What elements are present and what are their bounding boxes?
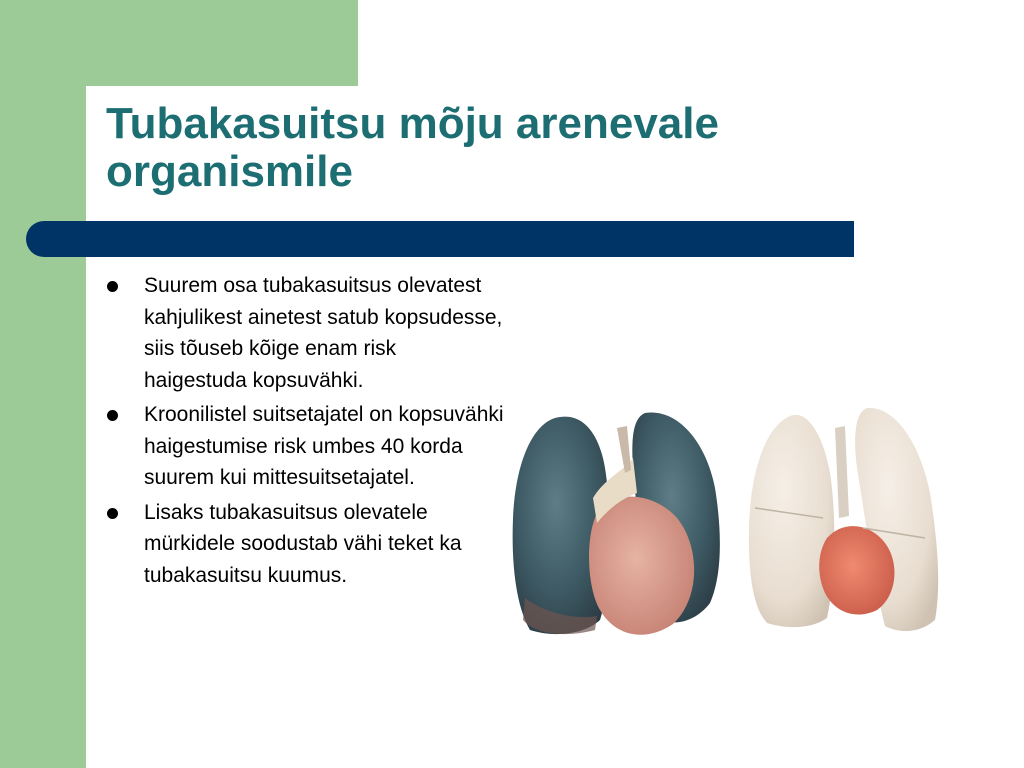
slide-title-line-2: organismile [106,147,353,196]
lungs-comparison-image [505,398,955,648]
bullet-text: Kroonilistel suitsetajatel on kopsuvähki haigestumise risk umbes 40 korda suurem kui mittesuitsetajatel. [144,403,504,489]
bullet-list [104,270,504,594]
title-underline-bar [26,221,854,257]
bullet-icon [107,410,118,421]
decor-green-sidebar [0,0,86,768]
healthy-lungs [749,408,938,631]
bullet-text: Lisaks tubakasuitsus olevatele mürkidele soodustab vähi teket ka tubakasuitsu kuumus. [144,500,462,587]
bullet-icon [107,508,118,519]
bullet-item [104,399,504,494]
slide-title [106,100,866,196]
bullet-item [104,497,504,592]
decor-green-top-band [0,0,358,86]
smoker-lungs [513,412,720,634]
bullet-text: Suurem osa tubakasuitsus olevatest kahjulikest ainetest satub kopsudesse, siis tõuseb kõige enam risk haigestuda kopsuvähki. [144,274,503,392]
slide-title-line-1: Tubakasuitsu mõju arenevale [106,99,719,148]
bullet-icon [107,281,118,292]
bullet-item [104,270,504,396]
lungs-illustration [505,398,955,648]
